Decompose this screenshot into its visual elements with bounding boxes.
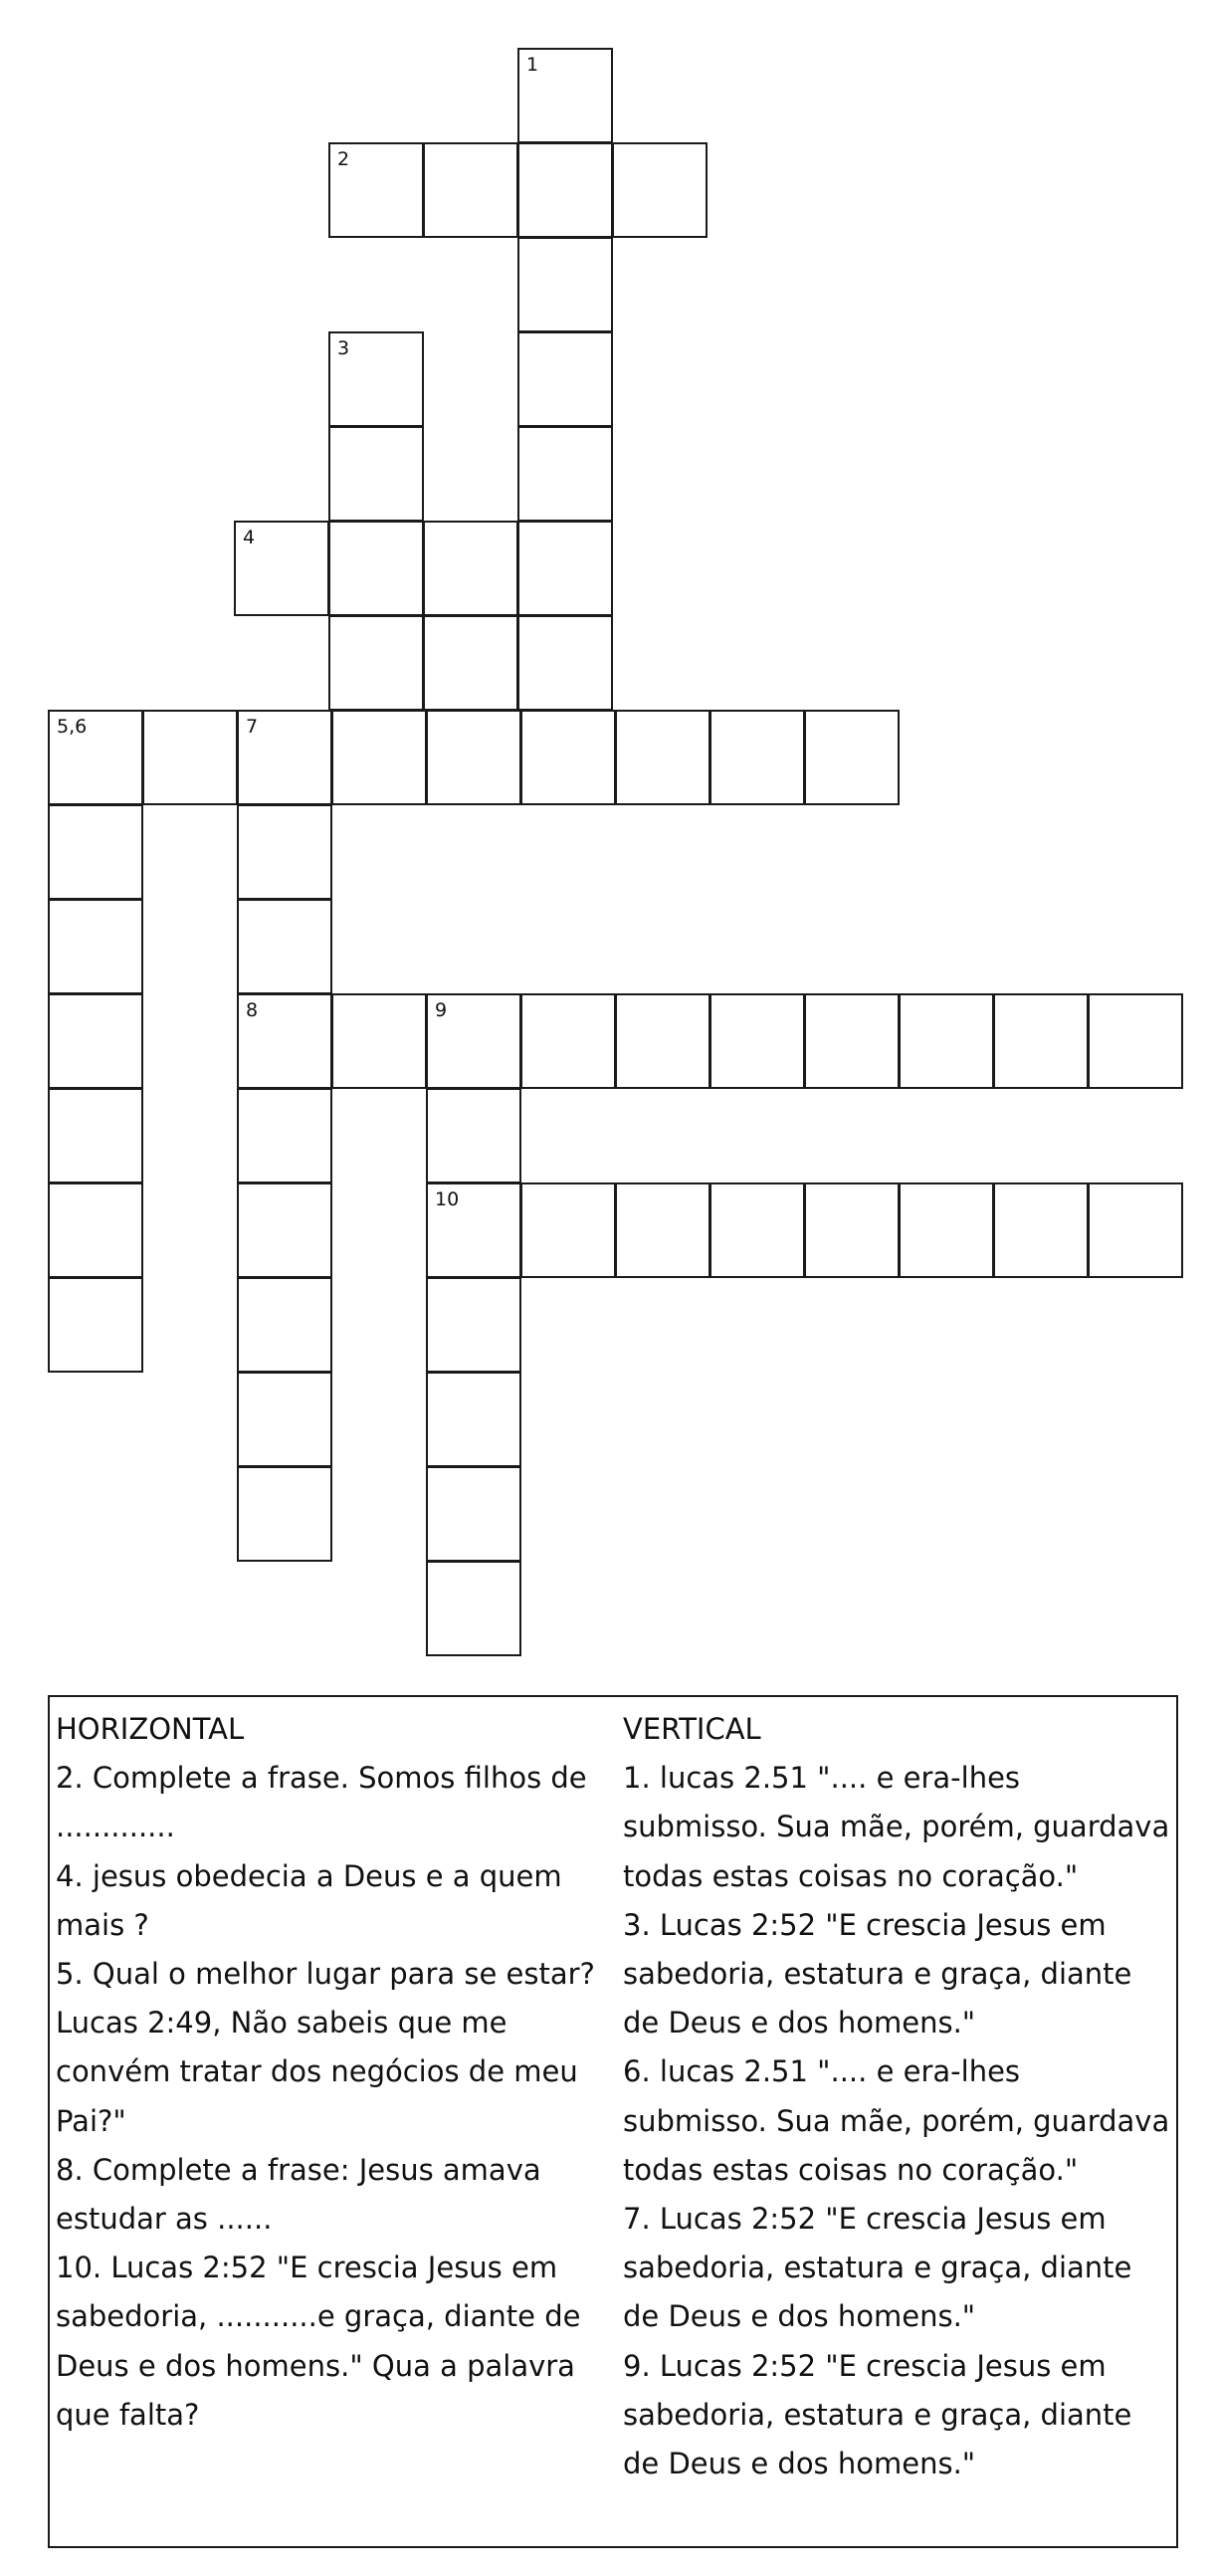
- grid-cell[interactable]: [517, 237, 613, 332]
- grid-cell[interactable]: [328, 142, 424, 238]
- grid-cell[interactable]: [328, 331, 424, 427]
- clue-number-4: 4: [243, 527, 256, 548]
- grid-cell[interactable]: [804, 710, 900, 805]
- grid-cell[interactable]: [615, 993, 710, 1089]
- grid-cell[interactable]: [423, 142, 518, 238]
- grid-cell[interactable]: [1088, 1182, 1183, 1278]
- grid-cell[interactable]: [237, 1088, 332, 1183]
- clue-number-7: 7: [246, 716, 259, 738]
- vertical-heading: VERTICAL: [623, 1712, 761, 1746]
- vertical-clue-3: 3. Lucas 2:52 "E crescia Jesus em sabedoria, estatura e graça, diante de Deus e dos homens.": [623, 1907, 1132, 2040]
- grid-cell[interactable]: [48, 1182, 143, 1278]
- grid-cell[interactable]: [426, 710, 521, 805]
- clue-number-1: 1: [526, 54, 539, 76]
- grid-cell[interactable]: [426, 993, 521, 1089]
- grid-cell[interactable]: [517, 48, 613, 143]
- grid-cell[interactable]: [517, 426, 613, 522]
- grid-cell[interactable]: [423, 615, 518, 711]
- grid-cell[interactable]: [426, 1277, 521, 1373]
- grid-cell[interactable]: [328, 521, 424, 616]
- grid-cell[interactable]: [709, 1182, 805, 1278]
- grid-cell[interactable]: [993, 1182, 1089, 1278]
- grid-cell[interactable]: [48, 899, 143, 994]
- grid-cell[interactable]: [1088, 993, 1183, 1089]
- horizontal-heading: HORIZONTAL: [56, 1712, 245, 1746]
- grid-cell[interactable]: [426, 1372, 521, 1467]
- vertical-clue-6: 6. lucas 2.51 ".... e era-lhes submisso. Sua mãe, porém, guardava todas estas coisas no coração.": [623, 2054, 1170, 2187]
- grid-cell[interactable]: [48, 804, 143, 900]
- grid-cell[interactable]: [426, 1182, 521, 1278]
- grid-cell[interactable]: [426, 1561, 521, 1656]
- horizontal-clue-8: 8. Complete a frase: Jesus amava estudar as ......: [56, 2152, 541, 2237]
- grid-cell[interactable]: [48, 993, 143, 1089]
- horizontal-clue-4: 4. jesus obedecia a Deus e a quem mais ?: [56, 1858, 562, 1942]
- grid-cell[interactable]: [237, 710, 332, 805]
- grid-cell[interactable]: [899, 1182, 994, 1278]
- grid-cell[interactable]: [899, 993, 994, 1089]
- grid-cell[interactable]: [237, 899, 332, 994]
- grid-cell[interactable]: [328, 615, 424, 711]
- grid-cell[interactable]: [237, 993, 332, 1089]
- clue-number-8: 8: [246, 999, 259, 1021]
- grid-cell[interactable]: [48, 1088, 143, 1183]
- grid-cell[interactable]: [520, 993, 616, 1089]
- grid-cell[interactable]: [142, 710, 238, 805]
- horizontal-clue-5: 5. Qual o melhor lugar para se estar? Lucas 2:49, Não sabeis que me convém tratar dos negócios de meu Pai?": [56, 1957, 595, 2138]
- grid-cell[interactable]: [237, 1466, 332, 1562]
- grid-cell[interactable]: [615, 710, 710, 805]
- vertical-clues: [623, 1705, 1170, 2488]
- vertical-clue-1: 1. lucas 2.51 ".... e era-lhes submisso. Sua mãe, porém, guardava todas estas coisas no coração.": [623, 1761, 1170, 1893]
- grid-cell[interactable]: [237, 1182, 332, 1278]
- vertical-clue-7: 7. Lucas 2:52 "E crescia Jesus em sabedoria, estatura e graça, diante de Deus e dos homens.": [623, 2202, 1132, 2334]
- clue-number-2: 2: [337, 148, 350, 170]
- grid-cell[interactable]: [331, 993, 427, 1089]
- clue-box: [48, 1695, 1178, 2548]
- grid-cell[interactable]: [612, 142, 708, 238]
- grid-cell[interactable]: [234, 521, 329, 616]
- horizontal-clue-2: 2. Complete a frase. Somos filhos de .............: [56, 1761, 587, 1844]
- clue-number-3: 3: [337, 337, 350, 359]
- grid-cell[interactable]: [615, 1182, 710, 1278]
- grid-cell[interactable]: [237, 1372, 332, 1467]
- grid-cell[interactable]: [517, 521, 613, 616]
- grid-cell[interactable]: [426, 1466, 521, 1562]
- grid-cell[interactable]: [520, 710, 616, 805]
- grid-cell[interactable]: [48, 710, 143, 805]
- grid-cell[interactable]: [331, 710, 427, 805]
- grid-cell[interactable]: [804, 993, 900, 1089]
- grid-cell[interactable]: [709, 710, 805, 805]
- horizontal-clue-10: 10. Lucas 2:52 "E crescia Jesus em sabedoria, ...........e graça, diante de Deus e dos homens." Qua a palavra que falta?: [56, 2251, 581, 2432]
- grid-cell[interactable]: [993, 993, 1089, 1089]
- clue-number-9: 9: [435, 999, 448, 1021]
- grid-cell[interactable]: [709, 993, 805, 1089]
- grid-cell[interactable]: [426, 1088, 521, 1183]
- grid-cell[interactable]: [237, 1277, 332, 1373]
- grid-cell[interactable]: [423, 521, 518, 616]
- grid-cell[interactable]: [328, 426, 424, 522]
- grid-cell[interactable]: [520, 1182, 616, 1278]
- grid-cell[interactable]: [517, 615, 613, 711]
- clue-number-10: 10: [435, 1188, 460, 1210]
- clue-number-5-6: 5,6: [57, 716, 88, 738]
- grid-cell[interactable]: [237, 804, 332, 900]
- grid-cell[interactable]: [804, 1182, 900, 1278]
- vertical-clue-9: 9. Lucas 2:52 "E crescia Jesus em sabedoria, estatura e graça, diante de Deus e dos homens.": [623, 2348, 1132, 2481]
- horizontal-clues: [56, 1705, 618, 2440]
- grid-cell[interactable]: [517, 142, 613, 238]
- grid-cell[interactable]: [517, 331, 613, 427]
- grid-cell[interactable]: [48, 1277, 143, 1373]
